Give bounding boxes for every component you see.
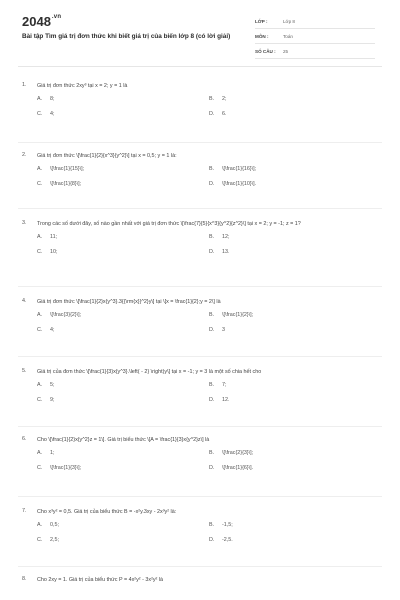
header (0, 0, 400, 62)
question-divider (18, 208, 382, 209)
answer-option-b[interactable] (209, 312, 381, 318)
answer-letter: D. (209, 181, 215, 187)
answer-option-a[interactable] (37, 522, 209, 528)
answer-letter: B. (209, 234, 215, 240)
answer-text: 4; (50, 327, 55, 333)
answer-letter: C. (37, 537, 43, 543)
header-divider (18, 66, 382, 67)
question-number: 8. (22, 576, 27, 582)
question-text: Giá trị đơn thức \[\frac{1}{2}{x^3}{y^2}\] tại x = 0,5; y = 1 là: (37, 153, 177, 159)
question-3 (22, 220, 382, 255)
site-logo[interactable] (22, 14, 61, 29)
answer-option-b[interactable] (209, 234, 381, 240)
answer-text: 2,5; (50, 537, 59, 543)
answer-text: \[\frac{1}{15}\]; (50, 166, 85, 172)
answer-letter: D. (209, 465, 215, 471)
answer-list (37, 450, 382, 471)
answer-letter: D. (209, 249, 215, 255)
question-number: 3. (22, 220, 27, 226)
answer-list (37, 234, 382, 255)
answer-letter: C. (37, 327, 43, 333)
question-number: 7. (22, 508, 27, 514)
question-1 (22, 82, 382, 117)
question-text: Cho 2xy = 1. Giá trị của biểu thức P = 4x²y² - 3x²y² là (37, 577, 164, 583)
meta-row-class (255, 14, 375, 29)
question-divider (18, 286, 382, 287)
answer-option-c[interactable] (37, 537, 209, 543)
answer-text: 10; (50, 249, 58, 255)
meta-row-subject (255, 29, 375, 44)
question-divider (18, 356, 382, 357)
answer-letter: A. (37, 450, 43, 456)
answer-option-d[interactable] (209, 249, 381, 255)
answer-text: \[\frac{1}{10}\]. (222, 181, 257, 187)
question-divider (18, 496, 382, 497)
meta-table (255, 14, 375, 59)
answer-text: 1; (50, 450, 55, 456)
answer-text: -1,5; (222, 522, 233, 528)
question-2 (22, 152, 382, 187)
answer-text: \[\frac{2}{3}\]; (222, 450, 254, 456)
page-title: Bài tập Tìm giá trị đơn thức khi biết giá trị của biến lớp 8 (có lời giải) (22, 33, 231, 40)
answer-letter: A. (37, 234, 43, 240)
answer-text: \[\frac{1}{8}\]; (50, 181, 82, 187)
answer-option-b[interactable] (209, 166, 381, 172)
answer-letter: C. (37, 465, 43, 471)
answer-letter: D. (209, 327, 215, 333)
answer-option-b[interactable] (209, 522, 381, 528)
answer-text: 5; (50, 382, 55, 388)
answer-option-c[interactable] (37, 327, 209, 333)
logo-text: 2048 (22, 14, 51, 29)
answer-option-a[interactable] (37, 450, 209, 456)
question-8 (22, 576, 382, 584)
answer-option-a[interactable] (37, 234, 209, 240)
question-7 (22, 508, 382, 543)
meta-label: MÔN : (255, 33, 269, 39)
answer-list (37, 166, 382, 187)
answer-option-b[interactable] (209, 382, 381, 388)
answer-list (37, 382, 382, 403)
question-text: Trong các số dưới đây, số nào gần nhất với giá trị đơn thức \[\frac{7}{5}{x^3}{y^2}{z^2}\] tại x = 2; y = -1; z = 1? (37, 221, 301, 227)
answer-letter: D. (209, 111, 215, 117)
question-divider (18, 566, 382, 567)
answer-letter: A. (37, 166, 43, 172)
answer-option-a[interactable] (37, 96, 209, 102)
answer-list (37, 312, 382, 333)
answer-option-c[interactable] (37, 181, 209, 187)
question-number: 4. (22, 298, 27, 304)
answer-text: \[\frac{1}{6}\]. (222, 465, 254, 471)
answer-text: -2,5. (222, 537, 233, 543)
answer-option-b[interactable] (209, 96, 381, 102)
question-number: 6. (22, 436, 27, 442)
answer-option-c[interactable] (37, 249, 209, 255)
meta-label: SỐ CÂU : (255, 48, 276, 54)
logo-suffix: .vn (51, 14, 62, 20)
answer-text: 12; (222, 234, 230, 240)
answer-option-d[interactable] (209, 465, 381, 471)
answer-letter: C. (37, 397, 43, 403)
answer-list (37, 96, 382, 117)
question-number: 5. (22, 368, 27, 374)
answer-option-c[interactable] (37, 465, 209, 471)
answer-option-c[interactable] (37, 111, 209, 117)
answer-letter: C. (37, 181, 43, 187)
answer-option-a[interactable] (37, 312, 209, 318)
answer-option-b[interactable] (209, 450, 381, 456)
question-text: Giá trị của đơn thức \[\frac{1}{3}x{y^3}.\left( - 2} \right)y\] tại x = -1; y = 3 là một số chia hết cho (37, 369, 262, 375)
answer-letter: B. (209, 450, 215, 456)
question-4 (22, 298, 382, 333)
answer-letter: B. (209, 382, 215, 388)
question-divider (18, 142, 382, 143)
answer-letter: C. (37, 111, 43, 117)
question-text: Cho \[\frac{1}{2}x{y^2}z = 1\]. Giá trị biểu thức \[A = \frac{1}{3}x{y^2}z\] là (37, 437, 210, 443)
answer-option-c[interactable] (37, 397, 209, 403)
answer-letter: B. (209, 522, 215, 528)
answer-text: 12. (222, 397, 230, 403)
answer-text: 3 (222, 327, 225, 333)
meta-label: LỚP : (255, 18, 268, 24)
answer-text: 0,5; (50, 522, 59, 528)
question-number: 1. (22, 82, 27, 88)
answer-option-d[interactable] (209, 327, 381, 333)
question-6 (22, 436, 382, 471)
answer-letter: C. (37, 249, 43, 255)
answer-text: \[\frac{1}{16}\]; (222, 166, 257, 172)
answer-text: 8; (50, 96, 55, 102)
answer-option-a[interactable] (37, 382, 209, 388)
answer-text: 9; (50, 397, 55, 403)
answer-text: 11; (50, 234, 58, 240)
answer-letter: A. (37, 382, 43, 388)
answer-text: \[\frac{1}{3}\]; (50, 465, 82, 471)
question-text: Giá trị đơn thức \[\frac{1}{2}x{y^3}.3{{\rm{x}}^2}y\] tại \[x = \frac{1}{2};y = 2\] là (37, 299, 221, 305)
answer-text: 6. (222, 111, 227, 117)
answer-list (37, 522, 382, 543)
answer-letter: B. (209, 166, 215, 172)
answer-option-d[interactable] (209, 397, 381, 403)
answer-option-d[interactable] (209, 537, 381, 543)
answer-letter: B. (209, 96, 215, 102)
meta-value: 25 (283, 48, 289, 54)
answer-text: 2; (222, 96, 227, 102)
answer-option-a[interactable] (37, 166, 209, 172)
answer-letter: D. (209, 537, 215, 543)
answer-option-d[interactable] (209, 181, 381, 187)
meta-value: Toán (283, 33, 293, 39)
answer-text: 7; (222, 382, 227, 388)
meta-row-count (255, 44, 375, 59)
answer-letter: A. (37, 522, 43, 528)
question-text: Cho x³y² = 0,5. Giá trị của biểu thức B = -x²y.3xy - 2x³y² là: (37, 509, 177, 515)
answer-letter: A. (37, 312, 43, 318)
question-text: Giá trị đơn thức 2xy³ tại x = 2; y = 1 là (37, 83, 128, 89)
answer-text: 13. (222, 249, 230, 255)
question-divider (18, 426, 382, 427)
question-5 (22, 368, 382, 403)
answer-text: \[\frac{1}{2}\]; (222, 312, 254, 318)
answer-letter: A. (37, 96, 43, 102)
answer-letter: D. (209, 397, 215, 403)
question-number: 2. (22, 152, 27, 158)
answer-letter: B. (209, 312, 215, 318)
answer-option-d[interactable] (209, 111, 381, 117)
meta-value: Lớp 8 (283, 18, 295, 24)
answer-text: 4; (50, 111, 55, 117)
answer-text: \[\frac{3}{2}\]; (50, 312, 82, 318)
